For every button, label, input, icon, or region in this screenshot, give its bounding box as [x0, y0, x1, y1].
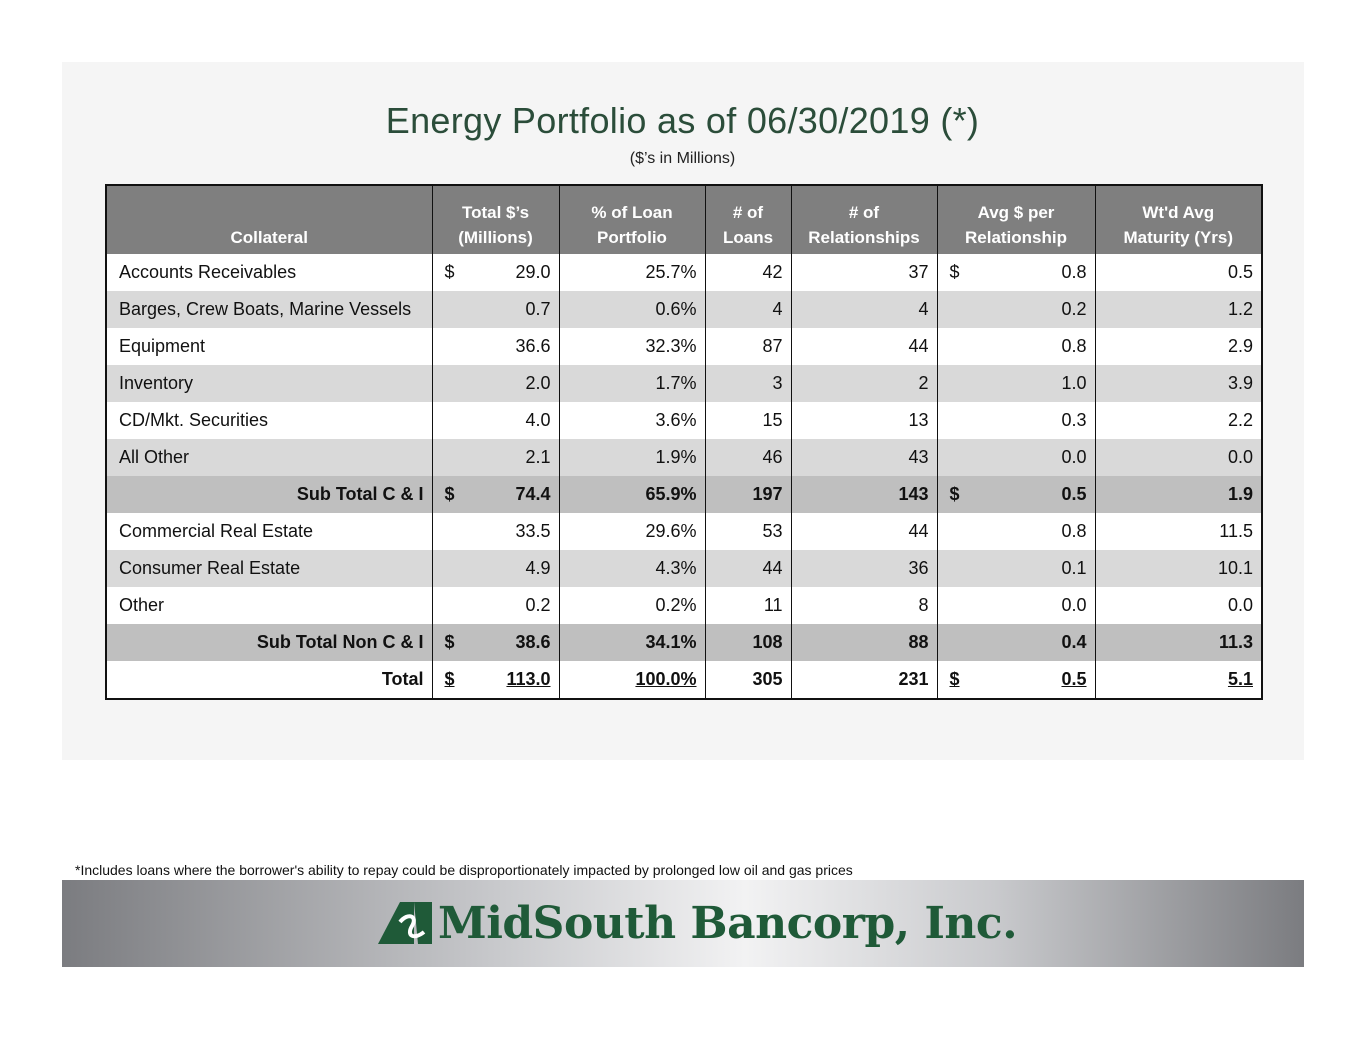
- table-row: [106, 439, 1262, 476]
- header-collateral: Collateral: [106, 185, 432, 254]
- header-pct: % of Loan Portfolio: [559, 185, 705, 254]
- header-total: Total $’s (Millions): [432, 185, 559, 254]
- cell-total: 33.5: [432, 513, 559, 550]
- cell-maturity: 10.1: [1095, 550, 1262, 587]
- cell-collateral: Commercial Real Estate: [106, 513, 432, 550]
- cell-pct: 29.6%: [559, 513, 705, 550]
- cell-loans: 108: [705, 624, 791, 661]
- cell-maturity: 11.3: [1095, 624, 1262, 661]
- table-row: [106, 402, 1262, 439]
- cell-avg: 0.8: [937, 513, 1095, 550]
- cell-avg: 0.0: [937, 587, 1095, 624]
- table-header-row: [106, 185, 1262, 254]
- table-row: [106, 587, 1262, 624]
- table-row: [106, 513, 1262, 550]
- cell-collateral: Equipment: [106, 328, 432, 365]
- cell-relationships: 4: [791, 291, 937, 328]
- cell-loans: 44: [705, 550, 791, 587]
- cell-avg: $ 0.5: [937, 476, 1095, 513]
- cell-loans: 11: [705, 587, 791, 624]
- header-loans: # of Loans: [705, 185, 791, 254]
- cell-avg: 1.0: [937, 365, 1095, 402]
- cell-relationships: 88: [791, 624, 937, 661]
- table-row: [106, 365, 1262, 402]
- cell-maturity: 3.9: [1095, 365, 1262, 402]
- table-row: [106, 328, 1262, 365]
- table-row: [106, 291, 1262, 328]
- cell-total: $ 38.6: [432, 624, 559, 661]
- cell-loans: 197: [705, 476, 791, 513]
- logo-mark-icon: [378, 902, 432, 944]
- cell-relationships: 13: [791, 402, 937, 439]
- brand-name: MidSouth Bancorp, Inc.: [438, 897, 1018, 949]
- cell-relationships: 8: [791, 587, 937, 624]
- cell-maturity: 2.9: [1095, 328, 1262, 365]
- cell-pct: 65.9%: [559, 476, 705, 513]
- page-title: Energy Portfolio as of 06/30/2019 (*): [385, 100, 980, 141]
- cell-collateral: Sub Total Non C & I: [106, 624, 432, 661]
- cell-relationships: 44: [791, 513, 937, 550]
- cell-collateral: Barges, Crew Boats, Marine Vessels: [106, 291, 432, 328]
- table-row: [106, 624, 1262, 661]
- cell-loans: 46: [705, 439, 791, 476]
- cell-total: 0.2: [432, 587, 559, 624]
- cell-maturity: 1.2: [1095, 291, 1262, 328]
- cell-avg: 0.4: [937, 624, 1095, 661]
- cell-maturity: 11.5: [1095, 513, 1262, 550]
- cell-relationships: 37: [791, 254, 937, 291]
- cell-avg: 0.3: [937, 402, 1095, 439]
- cell-pct: 3.6%: [559, 402, 705, 439]
- cell-loans: 42: [705, 254, 791, 291]
- cell-relationships: 43: [791, 439, 937, 476]
- header-avg: Avg $ per Relationship: [937, 185, 1095, 254]
- footnote: *Includes loans where the borrower's ability to repay could be disproportionately impacted by prolonged low oil and gas prices: [75, 862, 853, 878]
- cell-pct: 100.0%: [559, 661, 705, 699]
- cell-pct: 0.6%: [559, 291, 705, 328]
- table-row: [106, 476, 1262, 513]
- header-maturity: Wt'd Avg Maturity (Yrs): [1095, 185, 1262, 254]
- cell-avg: 0.0: [937, 439, 1095, 476]
- cell-relationships: 44: [791, 328, 937, 365]
- cell-collateral: All Other: [106, 439, 432, 476]
- cell-total: 36.6: [432, 328, 559, 365]
- cell-loans: 4: [705, 291, 791, 328]
- cell-relationships: 231: [791, 661, 937, 699]
- cell-maturity: 0.5: [1095, 254, 1262, 291]
- table-row: [106, 661, 1262, 699]
- cell-collateral: Total: [106, 661, 432, 699]
- cell-loans: 15: [705, 402, 791, 439]
- page-subtitle: ($’s in Millions): [629, 150, 736, 167]
- cell-avg: 0.1: [937, 550, 1095, 587]
- cell-maturity: 0.0: [1095, 439, 1262, 476]
- cell-loans: 87: [705, 328, 791, 365]
- cell-pct: 1.9%: [559, 439, 705, 476]
- cell-avg: $ 0.5: [937, 661, 1095, 699]
- cell-loans: 53: [705, 513, 791, 550]
- table-row: [106, 254, 1262, 291]
- cell-collateral: Consumer Real Estate: [106, 550, 432, 587]
- cell-pct: 1.7%: [559, 365, 705, 402]
- cell-avg: $ 0.8: [937, 254, 1095, 291]
- cell-total: $ 29.0: [432, 254, 559, 291]
- cell-relationships: 36: [791, 550, 937, 587]
- cell-loans: 305: [705, 661, 791, 699]
- company-logo: [378, 898, 1017, 948]
- cell-loans: 3: [705, 365, 791, 402]
- cell-maturity: 1.9: [1095, 476, 1262, 513]
- cell-total: 2.0: [432, 365, 559, 402]
- cell-maturity: 0.0: [1095, 587, 1262, 624]
- cell-avg: 0.8: [937, 328, 1095, 365]
- cell-avg: 0.2: [937, 291, 1095, 328]
- cell-maturity: 2.2: [1095, 402, 1262, 439]
- cell-total: 0.7: [432, 291, 559, 328]
- cell-pct: 0.2%: [559, 587, 705, 624]
- cell-collateral: Sub Total C & I: [106, 476, 432, 513]
- cell-pct: 25.7%: [559, 254, 705, 291]
- cell-relationships: 2: [791, 365, 937, 402]
- cell-relationships: 143: [791, 476, 937, 513]
- header-relationships: # of Relationships: [791, 185, 937, 254]
- cell-pct: 32.3%: [559, 328, 705, 365]
- cell-total: 2.1: [432, 439, 559, 476]
- cell-total: 4.9: [432, 550, 559, 587]
- cell-collateral: CD/Mkt. Securities: [106, 402, 432, 439]
- cell-collateral: Inventory: [106, 365, 432, 402]
- cell-total: 4.0: [432, 402, 559, 439]
- cell-pct: 4.3%: [559, 550, 705, 587]
- cell-collateral: Accounts Receivables: [106, 254, 432, 291]
- cell-total: $ 113.0: [432, 661, 559, 699]
- cell-maturity: 5.1: [1095, 661, 1262, 699]
- cell-collateral: Other: [106, 587, 432, 624]
- cell-total: $ 74.4: [432, 476, 559, 513]
- table-row: [106, 550, 1262, 587]
- energy-portfolio-table: [105, 184, 1263, 700]
- cell-pct: 34.1%: [559, 624, 705, 661]
